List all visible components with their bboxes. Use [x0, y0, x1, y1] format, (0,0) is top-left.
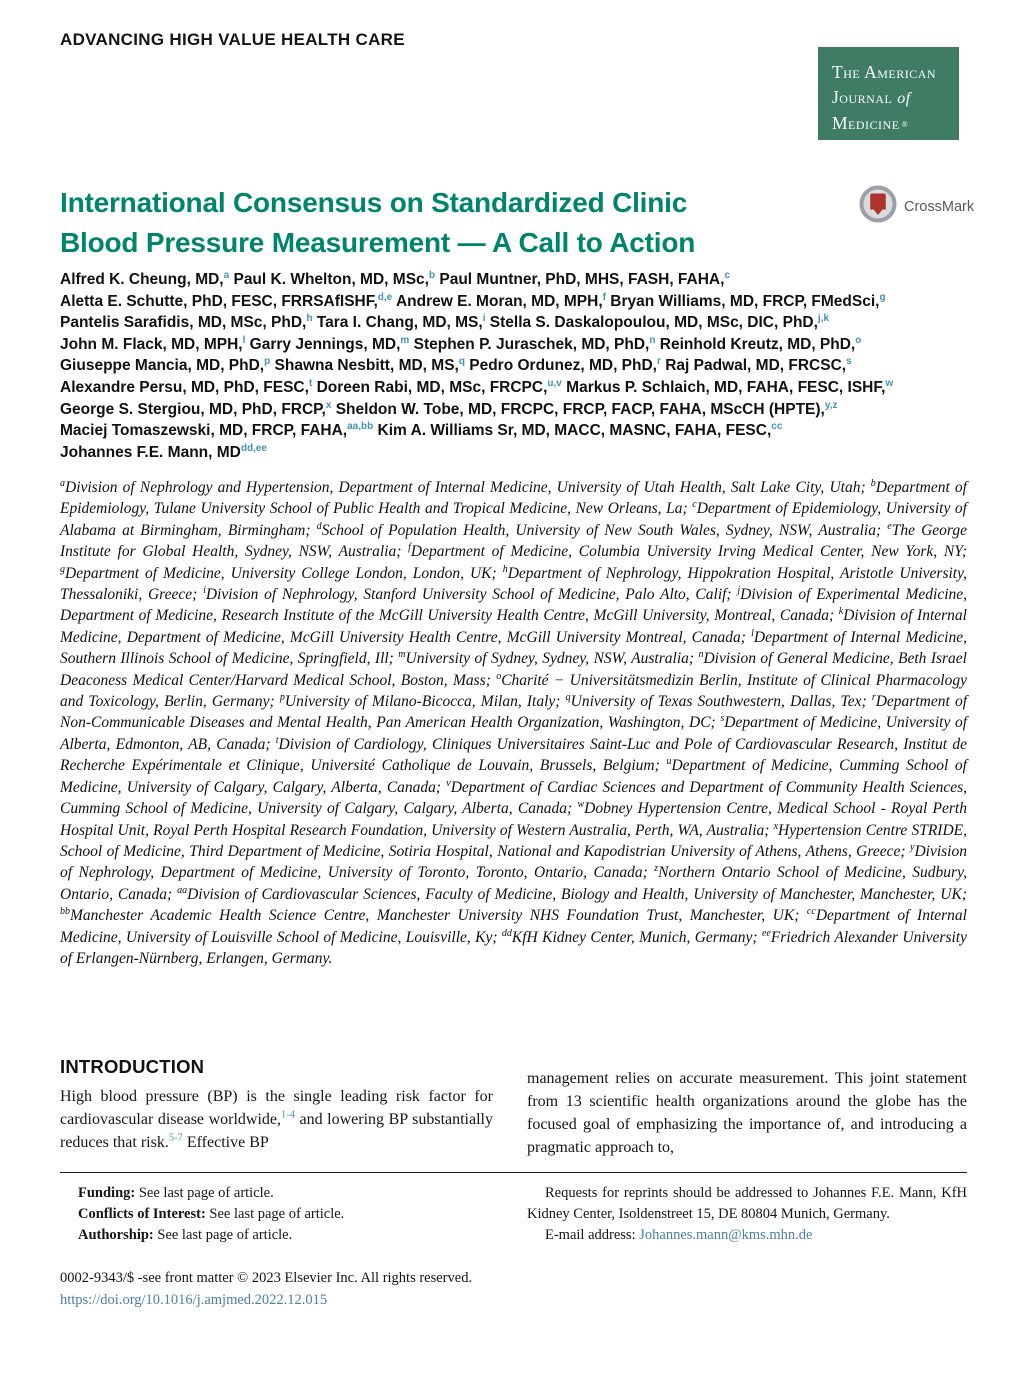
- author-affiliation-sup: cc: [771, 421, 783, 432]
- author-name: Markus P. Schlaich, MD, FAHA, FESC, ISHF,: [561, 378, 886, 396]
- issn-copyright-line: 0002-9343/$ -see front matter © 2023 Elsevier Inc. All rights reserved.: [60, 1270, 473, 1286]
- series-label: ADVANCING HIGH VALUE HEALTH CARE: [60, 30, 405, 49]
- author-affiliation-sup: s: [846, 356, 852, 368]
- author-name: Stephen P. Juraschek, MD, PhD,: [409, 335, 650, 353]
- author-name: Aletta E. Schutte, PhD, FESC, FRRSAfISHF,: [60, 292, 378, 310]
- author-name: Reinhold Kreutz, MD, PhD,: [655, 335, 856, 353]
- affiliation-sup: f: [408, 542, 411, 554]
- article-title: [60, 183, 860, 263]
- author-name: Paul Muntner, PhD, MHS, FASH, FAHA,: [435, 271, 725, 288]
- affiliation-sup: ee: [761, 927, 771, 939]
- footnote-label: Funding:: [78, 1185, 136, 1201]
- author-name: Andrew E. Moran, MD, MPH,: [392, 292, 603, 310]
- registered-mark: ®: [901, 120, 909, 129]
- author-name: Bryan Williams, MD, FRCP, FMedSci,: [606, 292, 880, 310]
- journal-logo-line1: The American: [832, 62, 937, 82]
- affiliation-sup: u: [666, 756, 672, 768]
- affiliation-sup: b: [870, 477, 876, 489]
- author-line: [60, 355, 967, 377]
- crossmark-icon: [858, 184, 898, 229]
- author-name: John M. Flack, MD, MPH,: [60, 335, 243, 353]
- reference-sup: 1-4: [281, 1109, 295, 1121]
- author-affiliation-sup: t: [308, 377, 313, 389]
- author-name: Pedro Ordunez, MD, PhD,: [464, 357, 657, 375]
- author-affiliation-sup: c: [724, 269, 730, 281]
- affiliation-sup: q: [565, 691, 571, 703]
- affiliation-sup: k: [838, 606, 844, 618]
- author-affiliation-sup: u,v: [547, 377, 562, 389]
- footnotes-section: [60, 1183, 967, 1246]
- affiliation-sup: v: [446, 777, 451, 789]
- author-affiliation-sup: f: [602, 291, 606, 303]
- author-name: Paul K. Whelton, MD, MSc,: [229, 271, 429, 288]
- author-name: Tara I. Chang, MD, MS,: [312, 314, 483, 332]
- intro-paragraph-right: management relies on accurate measurement. This joint statement from 13 scientific health organizations around the globe has the focused goal of emphasizing the importance of, and introducing a pragmatic approach to,: [527, 1070, 967, 1156]
- author-affiliation-sup: i: [482, 313, 486, 325]
- author-name: Alexandre Persu, MD, PhD, FESC,: [60, 378, 309, 396]
- author-affiliation-sup: g: [879, 291, 886, 303]
- author-affiliation-sup: m: [400, 334, 410, 346]
- author-name: Doreen Rabi, MD, MSc, FRCPC,: [312, 378, 548, 396]
- author-affiliation-sup: x: [325, 399, 332, 411]
- affiliation-sup: aa: [177, 884, 188, 896]
- footnote-line: Funding: See last page of article.: [78, 1185, 274, 1201]
- author-line: [60, 399, 967, 421]
- author-name: Shawna Nesbitt, MD, MS,: [270, 357, 459, 375]
- author-affiliation-sup: j,k: [817, 313, 830, 325]
- author-affiliation-sup: aa,bb: [347, 421, 374, 432]
- doi-link[interactable]: https://doi.org/10.1016/j.amjmed.2022.12.015: [60, 1291, 328, 1308]
- author-name: George S. Stergiou, MD, PhD, FRCP,: [60, 400, 326, 418]
- author-line: [60, 420, 967, 442]
- affiliation-sup: t: [275, 734, 279, 746]
- author-name: Raj Padwal, MD, FRCSC,: [660, 357, 847, 375]
- article-title-line1: International Consensus on Standardized Clinic: [60, 187, 688, 218]
- author-affiliation-sup: l: [242, 334, 246, 346]
- affiliation-sup: c: [692, 499, 697, 511]
- footnotes-left: [60, 1183, 493, 1246]
- author-name: Sheldon W. Tobe, MD, FRCPC, FRCP, FACP, FAHA, MScCH (HPTE),: [331, 400, 825, 418]
- affiliation-sup: dd: [501, 927, 512, 939]
- footnote-line: Authorship: See last page of article.: [78, 1227, 293, 1243]
- affiliation-sup: bb: [60, 905, 70, 917]
- author-line: [60, 291, 967, 313]
- affiliation-sup: h: [502, 563, 508, 575]
- affiliation-sup: p: [279, 691, 285, 703]
- affiliation-sup: o: [496, 670, 502, 682]
- footnote-line: Conflicts of Interest: See last page of article.: [78, 1206, 345, 1222]
- email-label: E-mail address:: [545, 1227, 640, 1243]
- affiliation-sup: g: [60, 563, 65, 575]
- author-affiliation-sup: b: [428, 269, 436, 281]
- author-name: Giuseppe Mancia, MD, PhD,: [60, 357, 265, 375]
- affiliation-sup: l: [751, 627, 754, 639]
- author-affiliation-sup: p: [264, 356, 271, 368]
- author-name: Alfred K. Cheung, MD,: [60, 271, 224, 288]
- author-name: Garry Jennings, MD,: [245, 335, 401, 353]
- affiliation-sup: m: [398, 649, 406, 661]
- author-affiliation-sup: n: [649, 334, 656, 346]
- intro-column-right: [527, 1067, 967, 1159]
- footnote-label: Conflicts of Interest:: [78, 1206, 206, 1222]
- author-affiliation-sup: w: [885, 377, 894, 389]
- article-title-line2: Blood Pressure Measurement — A Call to Action: [60, 227, 696, 258]
- author-affiliation-sup: r: [657, 356, 661, 368]
- affiliation-sup: y: [910, 841, 915, 853]
- affiliation-sup: s: [720, 713, 725, 725]
- footnote-rule: [60, 1172, 967, 1173]
- author-affiliation-sup: dd,ee: [240, 442, 267, 454]
- reference-sup: 5-7: [168, 1132, 183, 1144]
- journal-logo-of: of: [897, 90, 911, 107]
- author-name: Stella S. Daskalopoulou, MD, MSc, DIC, PhD,: [485, 314, 818, 332]
- author-name: Pantelis Sarafidis, MD, MSc, PhD,: [60, 314, 307, 332]
- affiliation-sup: n: [698, 649, 704, 661]
- author-affiliation-sup: o: [855, 334, 862, 346]
- affiliation-sup: r: [871, 691, 876, 703]
- author-line: [60, 334, 967, 356]
- email-line: [527, 1225, 967, 1246]
- journal-logo: [818, 47, 959, 140]
- journal-logo-line3: Medicine ®: [832, 113, 909, 133]
- author-line: [60, 377, 967, 399]
- author-affiliation-sup: d,e: [377, 291, 393, 303]
- author-affiliation-sup: a: [223, 269, 230, 281]
- author-name: Maciej Tomaszewski, MD, FRCP, FAHA,: [60, 422, 348, 440]
- intro-column-left: [60, 1056, 493, 1159]
- affiliation-sup: w: [577, 798, 585, 810]
- author-line: [60, 269, 967, 291]
- affiliation-sup: e: [887, 520, 892, 532]
- affiliations-paragraph: $^a$Division of Nephrology and Hypertension, Department of Internal Medicine, University of Utah Health, Salt Lake City, Utah; $^b$Department of Epidemiology, Tulane University School of Public Health and Tropical Medicine, New Orleans, La; $^c$Department of Epidemiology, University of Alabama at Birmingham, Birmingham; $^d$School of Population Health, University of New South Wales, Sydney, NSW, Australia; $^e$The George Institute for Global Health, Sydney, NSW, Australia; $^f$Department of Medicine, Columbia University Irving Medical Center, New York, NY; $^g$Department of Medicine, University College London, London, UK; $^h$Department of Nephrology, Hippokration Hospital, Aristotle University, Thessaloniki, Greece; $^i$Division of Nephrology, Stanford University School of Medicine, Palo Alto, Calif; $^j$Division of Experimental Medicine, Department of Medicine, Research Institute of the McGill University Health Centre, McGill University, Montreal, Canada; $^k$Division of Internal Medicine, Department of Medicine, McGill University Health Centre, McGill University Montreal, Canada; $^l$Department of Internal Medicine, Southern Illinois School of Medicine, Springfield, Ill; $^m$University of Sydney, Sydney, NSW, Australia; $^n$Division of General Medicine, Beth Israel Deaconess Medical Center/Harvard Medical School, Boston, Mass; $^o$Charité − Universitätsmedizin Berlin, Institute of Clinical Pharmacology and Toxicology, Berlin, Germany; $^p$University of Milano-Bicocca, Milan, Italy; $^q$University of Texas Southwestern, Dallas, Tex; $^r$Department of Non-Communicable Diseases and Mental Health, Pan American Health Organization, Washington, DC; $^s$Department of Medicine, University of Alberta, Edmonton, AB, Canada; $^t$Division of Cardiology, Cliniques Universitaires Saint-Luc and Pole of Cardiovascular Research, Institut de Recherche Expérimentale et Clinique, Université Catholique de Louvain, Brussels, Belgium; $^u$Department of Medicine, Cumming School of Medicine, University of Calgary, Calgary, Alberta, Canada; $^v$Department of Cardiac Sciences and Department of Community Health Sciences, Cumming School of Medicine, University of Calgary, Calgary, Alberta, Canada; $^w$Dobney Hypertension Centre, Medical School - Royal Perth Hospital Unit, Royal Perth Hospital Research Foundation, University of Western Australia, Perth, WA, Australia; $^x$Hypertension Centre STRIDE, School of Medicine, Third Department of Medicine, Sotiria Hospital, National and Kapodistrian University of Athens, Athens, Greece; $^y$Division of Nephrology, Department of Medicine, University of Toronto, Toronto, Ontario, Canada; $^z$Northern Ontario School of Medicine, Sudbury, Ontario, Canada; $^{aa}$Division of Cardiovascular Sciences, Faculty of Medicine, Biology and Health, University of Manchester, Manchester, UK; $^{bb}$Manchester Academic Health Science Centre, Manchester University NHS Foundation Trust, Manchester, UK; $^{cc}$Department of Internal Medicine, University of Louisville School of Medicine, Louisville, Ky; $^{dd}$KfH Kidney Center, Munich, Germany; $^{ee}$Friedrich Alexander University of Erlangen-Nürnberg, Erlangen, Germany.: [60, 477, 968, 967]
- affiliation-sup: x: [773, 820, 779, 832]
- intro-heading: INTRODUCTION: [60, 1056, 205, 1077]
- affiliation-sup: a: [60, 477, 65, 489]
- footnote-label: Authorship:: [78, 1227, 154, 1243]
- author-name: Kim A. Williams Sr, MD, MACC, MASNC, FAHA, FESC,: [373, 422, 772, 440]
- author-list: [60, 269, 967, 463]
- author-affiliation-sup: h: [306, 313, 313, 325]
- author-affiliation-sup: q: [458, 356, 465, 368]
- reprints-note: Requests for reprints should be addressed to Johannes F.E. Mann, KfH Kidney Center, Isoldenstreet 15, DE 80804 Munich, Germany.: [527, 1185, 967, 1222]
- author-line: [60, 442, 967, 464]
- footnotes-right: [527, 1183, 967, 1246]
- affiliation-sup: j: [737, 584, 741, 596]
- author-line: [60, 312, 967, 334]
- author-name: Johannes F.E. Mann, MD: [60, 443, 241, 461]
- author-affiliation-sup: y,z: [824, 399, 838, 411]
- affiliation-sup: cc: [806, 905, 816, 917]
- journal-logo-line2: Journal of: [832, 87, 911, 107]
- email-link[interactable]: Johannes.mann@kms.mhn.de: [639, 1227, 813, 1243]
- introduction-section: [60, 1056, 967, 1159]
- imprint-block: [60, 1268, 472, 1311]
- affiliation-sup: d: [316, 520, 322, 532]
- crossmark-badge[interactable]: [858, 184, 978, 229]
- intro-paragraph-left: High blood pressure (BP) is the single leading risk factor for cardiovascular disease worldwide,$^{1-4}$ and lowering BP substantially reduces that risk.$^{5-7}$ Effective BP: [60, 1088, 493, 1151]
- affiliation-sup: z: [654, 863, 659, 875]
- affiliation-sup: i: [203, 584, 206, 596]
- crossmark-label: CrossMark: [904, 198, 975, 215]
